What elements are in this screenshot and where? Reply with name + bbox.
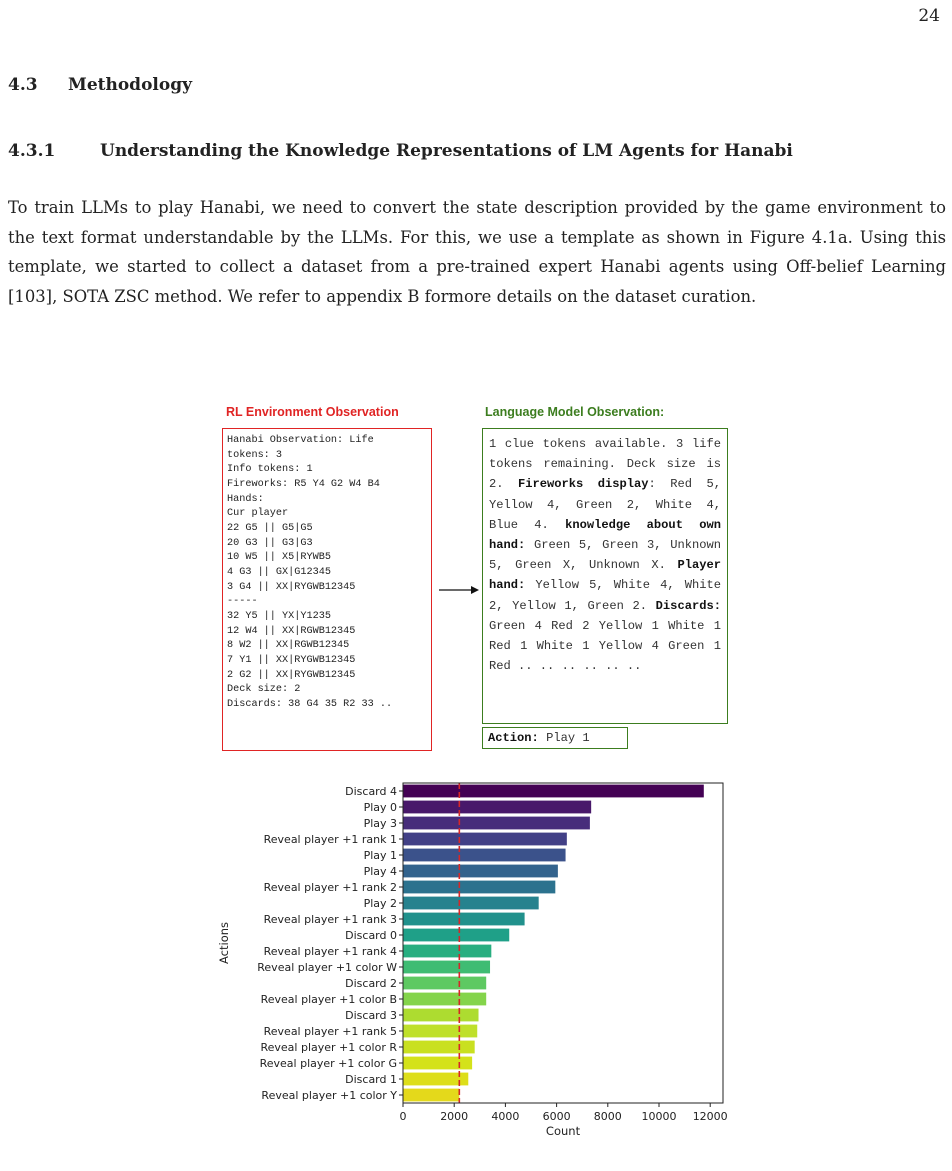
bar [403, 1041, 475, 1054]
bar [403, 833, 567, 846]
y-tick-label: Reveal player +1 color Y [261, 1089, 397, 1102]
bar [403, 1009, 479, 1022]
y-tick-label: Reveal player +1 color B [260, 993, 397, 1006]
bar [403, 1025, 477, 1038]
y-tick-label: Reveal player +1 rank 1 [263, 833, 397, 846]
rl-observation-line: 12 W4 || XX|RGWB12345 [227, 625, 356, 637]
y-tick-label: Reveal player +1 color G [259, 1057, 397, 1070]
y-tick-label: Play 3 [363, 817, 397, 830]
rl-observation-line: Hands: [227, 493, 264, 505]
bar [403, 945, 491, 958]
rl-observation-line: Info tokens: 1 [227, 464, 313, 476]
bar [403, 817, 590, 830]
rl-observation-line: Cur player [227, 508, 289, 520]
bar [403, 913, 525, 926]
y-tick-label: Discard 1 [345, 1073, 397, 1086]
bar [403, 977, 486, 990]
y-tick-label: Discard 2 [345, 977, 397, 990]
bar [403, 785, 704, 798]
y-tick-label: Reveal player +1 rank 5 [263, 1025, 397, 1038]
bar [403, 929, 509, 942]
y-tick-label: Reveal player +1 color R [260, 1041, 397, 1054]
x-tick-label: 6000 [542, 1110, 571, 1123]
rl-observation-line: 8 W2 || XX|RGWB12345 [227, 640, 350, 652]
lm-text-bold: knowledge about own hand: [489, 517, 721, 553]
x-tick-label: 12000 [692, 1110, 728, 1123]
rl-observation-line: 2 G2 || XX|RYGWB12345 [227, 669, 356, 681]
y-tick-label: Discard 3 [345, 1009, 397, 1022]
rl-observation-box [222, 428, 432, 751]
y-tick-label: Play 1 [363, 849, 397, 862]
lm-text-part: : Red 5, Yellow 4, Green 2, White 4, Blue 4. [489, 477, 721, 532]
subsection-number: 4.3.1 [8, 141, 56, 161]
rl-observation-line: 4 G3 || GX|G12345 [227, 566, 331, 578]
y-tick-label: Reveal player +1 rank 4 [263, 945, 397, 958]
body-paragraph: To train LLMs to play Hanabi, we need to convert the state description provided by the game environment to the text format understandable by the LLMs. For this, we use a template as shown in Figure 4.1a. Using this template, we started to collect a dataset from a pre-trained expert Hanabi agents using Off-belief Learning [103], SOTA ZSC method. We refer to appendix B formore details on the dataset curation. [8, 198, 946, 306]
rl-observation-line: Discards: 38 G4 35 R2 33 .. [227, 698, 393, 710]
lm-observation-title: Language Model Observation: [485, 405, 665, 419]
lm-text-bold: Player hand: [489, 558, 721, 593]
rl-observation-line: Hanabi Observation: Life [227, 435, 374, 446]
action-count-chart [210, 775, 740, 1165]
arrow-icon [438, 584, 480, 596]
y-tick-label: Discard 4 [345, 785, 397, 798]
page-number: 24 [918, 6, 940, 26]
rl-observation-line: 20 G3 || G3|G3 [227, 537, 313, 549]
rl-observation-title: RL Environment Observation [226, 405, 399, 419]
bar [403, 993, 486, 1006]
bar [403, 961, 490, 974]
bar [403, 865, 558, 878]
bar [403, 801, 591, 814]
action-box [482, 727, 628, 749]
rl-observation-line: 3 G4 || XX|RYGWB12345 [227, 581, 356, 593]
rl-observation-lines [227, 434, 427, 712]
lm-text-part: 1 clue tokens available. 3 life tokens remaining. Deck size is 2. [489, 437, 721, 492]
y-tick-label: Discard 0 [345, 929, 397, 942]
rl-observation-line: 10 W5 || X5|RYWB5 [227, 552, 331, 564]
bar [403, 1089, 459, 1102]
bar [403, 849, 566, 862]
rl-observation-line: 22 G5 || G5|G5 [227, 522, 313, 534]
x-axis-label: Count [545, 1124, 581, 1138]
x-tick-label: 2000 [440, 1110, 469, 1123]
action-label: Action: [488, 731, 539, 745]
bar [403, 1057, 472, 1070]
lm-text-part: Green 5, Green 3, Unknown 5, Green X, Unknown X. [489, 538, 721, 573]
rl-observation-line: Deck size: 2 [227, 684, 301, 696]
section-number: 4.3 [8, 75, 38, 95]
lm-text-bold: Fireworks display [517, 477, 649, 492]
lm-text-part: Green 4 Red 2 Yellow 1 White 1 Red 1 White 1 Yellow 4 Green 1 Red .. .. .. .. .. .. [489, 618, 721, 674]
y-tick-label: Play 0 [363, 801, 397, 814]
rl-observation-line: 7 Y1 || XX|RYGWB12345 [227, 654, 356, 666]
bar [403, 897, 539, 910]
x-tick-label: 10000 [641, 1110, 677, 1123]
bar [403, 881, 555, 894]
subsection-title: Understanding the Knowledge Representations of LM Agents for Hanabi [100, 141, 793, 161]
y-tick-label: Reveal player +1 rank 2 [263, 881, 397, 894]
section-heading [8, 75, 192, 95]
lm-observation-text [489, 434, 721, 676]
x-tick-label: 0 [399, 1110, 407, 1123]
y-tick-label: Play 4 [363, 865, 397, 878]
bar [403, 1073, 468, 1086]
rl-observation-line: tokens: 3 [227, 449, 283, 461]
y-axis-label: Actions [217, 921, 231, 965]
lm-observation-box [482, 428, 728, 724]
y-tick-label: Reveal player +1 rank 3 [263, 913, 397, 926]
x-tick-label: 4000 [491, 1110, 520, 1123]
subsection-heading [8, 141, 793, 161]
rl-observation-line: 32 Y5 || YX|Y1235 [227, 610, 331, 622]
section-title: Methodology [68, 75, 192, 95]
rl-observation-line: Fireworks: R5 Y4 G2 W4 B4 [227, 478, 380, 490]
rl-observation-line: ----- [227, 596, 258, 608]
y-tick-label: Reveal player +1 color W [257, 961, 397, 974]
y-tick-label: Play 2 [363, 897, 397, 910]
plot-frame [403, 783, 723, 1103]
x-tick-label: 8000 [593, 1110, 622, 1123]
lm-text-part: Yellow 5, White 4, White 2, Yellow 1, Green 2. [489, 578, 721, 613]
action-value: Play 1 [538, 731, 590, 745]
lm-text-bold: Discards: [655, 598, 721, 613]
